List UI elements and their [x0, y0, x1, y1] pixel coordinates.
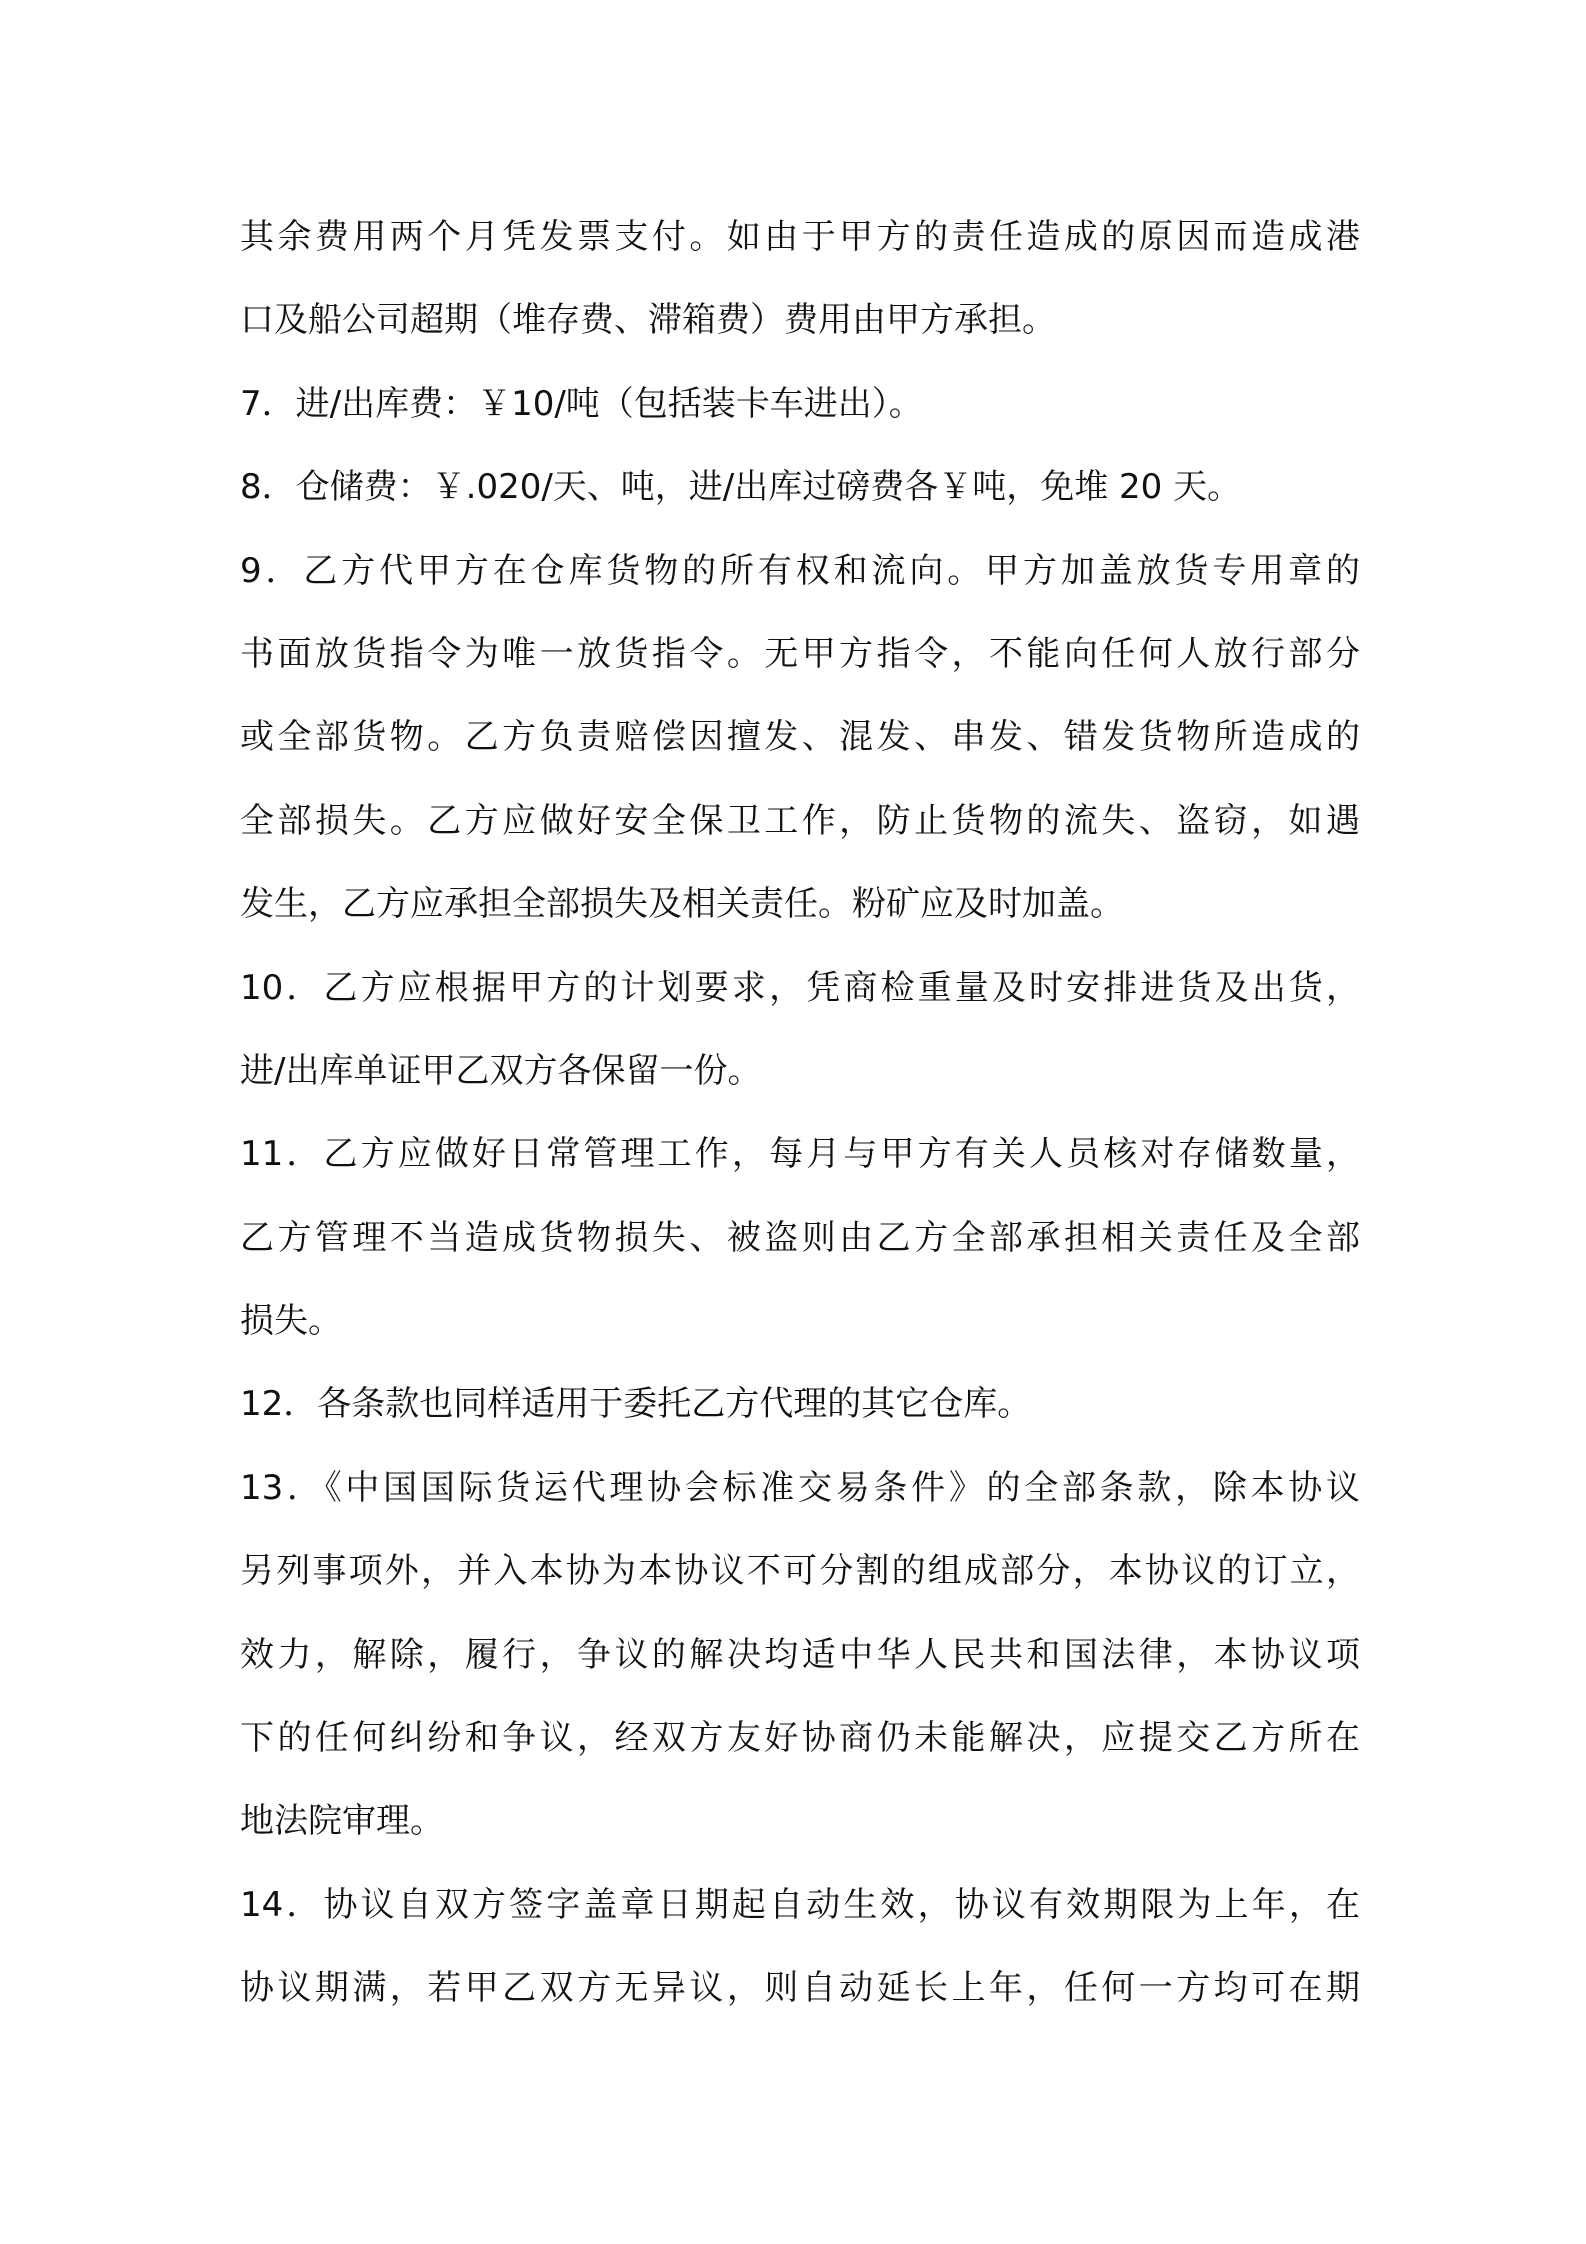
text-line: 11．乙方应做好日常管理工作，每月与甲方有关人员核对存储数量， [240, 1134, 1360, 1175]
text-line: 8．仓储费：￥.020/天、吨，进/出库过磅费各￥吨，免堆 20 天。 [240, 467, 1242, 508]
text-line: 14．协议自双方签字盖章日期起自动生效，协议有效期限为上年，在 [240, 1884, 1360, 1925]
text-line: 全部损失。乙方应做好安全保卫工作，防止货物的流失、盗窃，如遇 [240, 800, 1360, 841]
text-line: 或全部货物。乙方负责赔偿因擅发、混发、串发、错发货物所造成的 [240, 717, 1360, 758]
text-line: 7．进/出库费：￥10/吨（包括装卡车进出）。 [240, 383, 923, 424]
document-body [240, 196, 1360, 2031]
text-line: 损失。 [240, 1301, 342, 1342]
text-line: 另列事项外，并入本协为本协议不可分割的组成部分，本协议的订立， [240, 1551, 1360, 1592]
text-line: 口及船公司超期（堆存费、滞箱费）费用由甲方承担。 [240, 300, 1056, 341]
text-line: 下的任何纠纷和争议，经双方友好协商仍未能解决，应提交乙方所在 [240, 1718, 1360, 1759]
text-line: 10．乙方应根据甲方的计划要求，凭商检重量及时安排进货及出货， [240, 967, 1360, 1008]
text-line: 9．乙方代甲方在仓库货物的所有权和流向。甲方加盖放货专用章的 [240, 550, 1360, 591]
text-line: 发生，乙方应承担全部损失及相关责任。粉矿应及时加盖。 [240, 884, 1124, 925]
text-line: 进/出库单证甲乙双方各保留一份。 [240, 1050, 762, 1091]
text-line: 13．《中国国际货运代理协会标准交易条件》的全部条款，除本协议 [240, 1467, 1360, 1508]
text-line: 效力，解除，履行，争议的解决均适中华人民共和国法律，本协议项 [240, 1634, 1360, 1675]
text-line: 其余费用两个月凭发票支付。如由于甲方的责任造成的原因而造成港 [240, 217, 1360, 257]
text-line: 乙方管理不当造成货物损失、被盗则由乙方全部承担相关责任及全部 [240, 1217, 1360, 1258]
text-line: 协议期满，若甲乙双方无异议，则自动延长上年，任何一方均可在期 [240, 1968, 1360, 2009]
text-line: 12．各条款也同样适用于委托乙方代理的其它仓库。 [240, 1384, 1032, 1425]
text-line: 书面放货指令为唯一放货指令。无甲方指令，不能向任何人放行部分 [240, 633, 1360, 674]
text-line: 地法院审理。 [240, 1801, 444, 1842]
